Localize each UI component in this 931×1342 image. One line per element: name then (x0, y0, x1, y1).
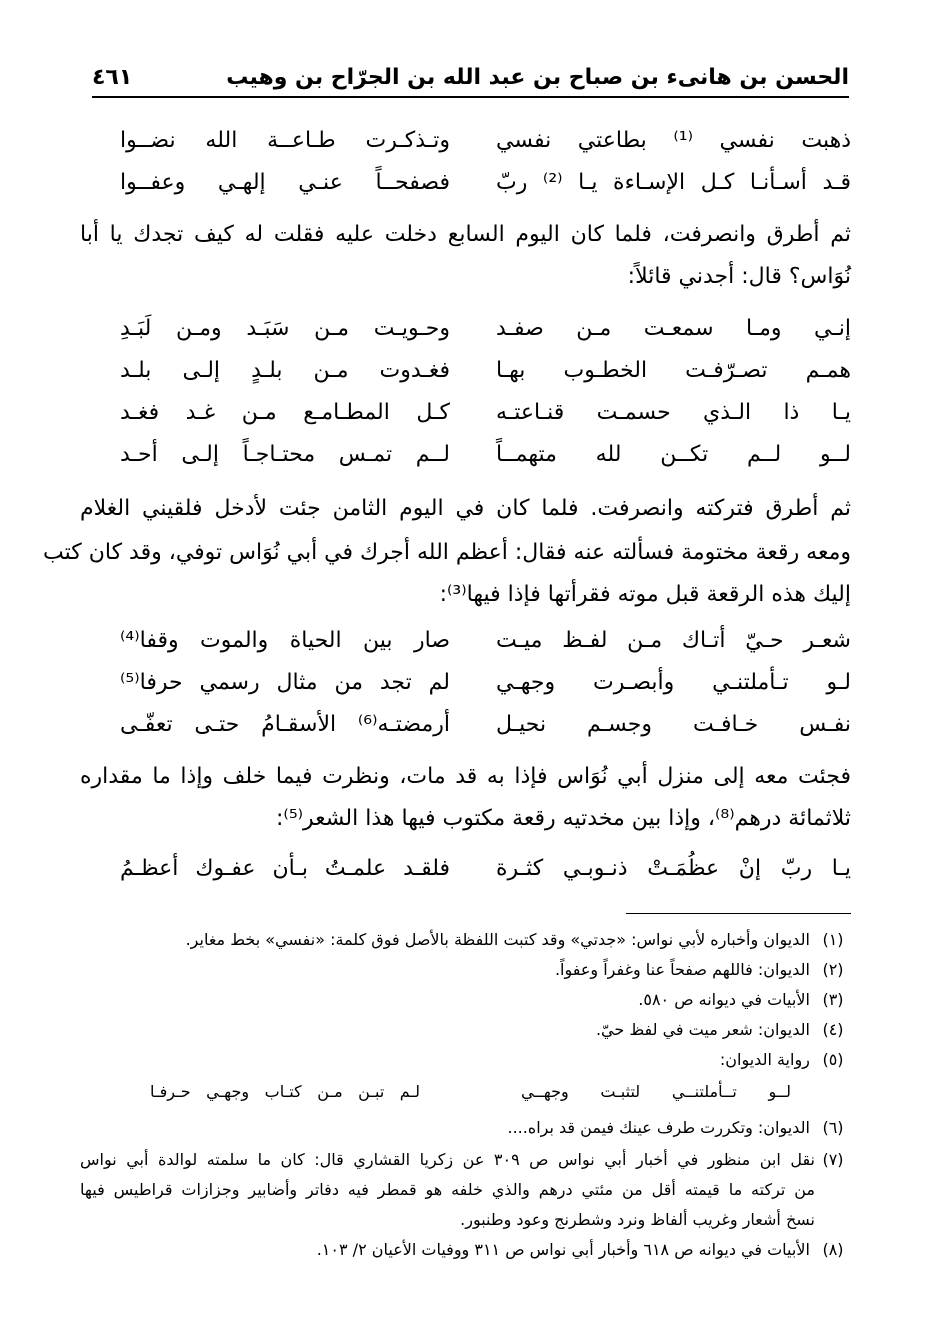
verse-hemistich: أرمضتـه⁽⁶⁾ الأسقـامُ حتـى تعفّـى (120, 712, 450, 737)
footnote-number: (٥) (822, 1050, 844, 1069)
footnote (80, 1050, 851, 1069)
footnote-number: (٣) (822, 990, 844, 1009)
verse-hemistich: فلقـد علمـتُ بـأن عفـوك أعظـمُ (120, 856, 450, 881)
verse-line (100, 628, 851, 668)
footnote-number: (١) (822, 930, 844, 949)
prose-line: نُوَاس؟ قال: أجدني قائلاً: (627, 264, 851, 289)
footnote-number: (٧) (822, 1150, 844, 1169)
verse-line (100, 316, 851, 356)
footnote-text: الديوان: شعر ميت في لفظ حيّ. (595, 1020, 810, 1039)
footnote (80, 1240, 851, 1259)
footnote-text: الديوان: فاللهم صفحاً عنا وغفراً وعفواً. (554, 960, 810, 979)
footnote-number: (٢) (822, 960, 844, 979)
verse-hemistich: لــو لــم تكــن لله متهمــاً (496, 442, 851, 467)
prose-line: فجئت معه إلى منزل أبي نُوَاس فإذا به قد مات، ونظرت فيما خلف وإذا ما مقداره (80, 764, 851, 789)
verse-line (100, 128, 851, 168)
footnote-text: الديوان وأخباره لأبي نواس: «جدتي» وقد كتبت اللفظة بالأصل فوق كلمة: «نفسي» بخط مغاير. (185, 930, 810, 949)
verse-hemistich: قـد أسـأنـا كـل الإسـاءة يـا ⁽²⁾ ربّ (496, 170, 852, 195)
footnote-text-line: من تركته ما قيمته أقل من مئتي درهم والذي خلفه هو قمطر فيه دفاتر وأضابير وجزازات قراطيس فيها (80, 1180, 815, 1199)
verse-hemistich: فصفحــاً عنـي إلهـي وعفــوا (120, 170, 450, 195)
verse-hemistich: لــم تمـس محتـاجـاً إلـى أحـد (120, 442, 450, 467)
verse-hemistich: همـم تصـرّفـت الخطـوب بهـا (496, 358, 851, 383)
verse-hemistich: لـو تـأملتنـي وأبصـرت وجهـي (496, 670, 851, 695)
verse-hemistich: كـل المطـامـع مـن غـد فغـد (120, 400, 450, 425)
verse-hemistich: شعـر حـيّ أتـاك مـن لفـظ ميـت (496, 628, 851, 653)
verse-hemistich: إنـي ومـا سمعـت مـن صفـد (496, 316, 851, 341)
verse-line (100, 400, 851, 440)
prose-line: ومعه رقعة مختومة فسألته عنه فقال: أعظم الله أجرك في أبي نُوَاس توفي، وقد كان كتب (43, 540, 851, 565)
verse-hemistich: لـم تبـن مـن كتـاب وجهـي حـرفـا (150, 1082, 420, 1101)
footnote-text: رواية الديوان: (719, 1050, 810, 1069)
verse-hemistich: ذهبت نفسي ⁽¹⁾ بطاعتي نفسي (496, 128, 851, 153)
verse-line (100, 442, 851, 482)
verse-line (100, 670, 851, 710)
page-number: ٤٦١ (92, 64, 133, 90)
verse-hemistich: يـا ربّ إنْ عظُمَـتْ ذنـوبـي كثـرة (496, 856, 851, 881)
footnote-number: (٦) (822, 1118, 844, 1137)
footnote (80, 1118, 851, 1137)
verse-hemistich: يـا ذا الـذي حسمـت قنـاعتـه (496, 400, 851, 425)
footnote-number: (٤) (822, 1020, 844, 1039)
verse-line (100, 712, 851, 752)
footnote-text: الأبيات في ديوانه ص ٥٨٠. (638, 990, 810, 1009)
footnote-separator (626, 913, 851, 914)
verse-hemistich: فغـدوت مـن بلـدٍ إلـى بلـد (120, 358, 450, 383)
verse-hemistich: لــو تــأملتنــي لتثبـت وجهــي (521, 1082, 791, 1101)
footnote (80, 990, 851, 1009)
prose-line: إليك هذه الرقعة قبل موته فقرأتها فإذا فيها⁽³⁾: (439, 582, 851, 607)
verse-hemistich: وتـذكـرت طـاعــة الله نضــوا (120, 128, 450, 153)
prose-line: ثلاثمائة درهم⁽⁸⁾، وإذا بين مخدتيه رقعة مكتوب فيها هذا الشعر⁽⁵⁾: (275, 806, 851, 831)
verse-hemistich: صار بين الحياة والموت وقفا⁽⁴⁾ (120, 628, 450, 653)
prose-line: ثم أطرق وانصرفت، فلما كان اليوم السابع دخلت عليه فقلت له كيف تجدك يا أبا (80, 222, 851, 247)
footnote (80, 930, 851, 949)
verse-hemistich: وحـويـت مـن سَبَـد ومـن لَبَـدِ (120, 316, 450, 341)
footnote-text: الأبيات في ديوانه ص ٦١٨ وأخبار أبي نواس ص ٣١١ ووفيات الأعيان ٢/ ١٠٣. (316, 1240, 810, 1259)
footnote (80, 960, 851, 979)
header-title: الحسن بن هانىء بن صباح بن عبد الله بن الجرّاح بن وهيب (226, 64, 849, 90)
footnote-text-line: نقل ابن منظور في أخبار أبي نواس ص ٣٠٩ عن زكريا القشاري قال: كان ما سلمته لوالدة أبي نواس (80, 1150, 815, 1169)
footnote-verse (150, 1082, 791, 1108)
verse-line (100, 170, 851, 210)
verse-hemistich: لم تجد من مثال رسمي حرفا⁽⁵⁾ (120, 670, 450, 695)
verse-hemistich: نفـس خـافـت وجسـم نحيـل (496, 712, 851, 737)
prose-line: ثم أطرق فتركته وانصرفت. فلما كان في اليوم الثامن جئت لأدخل فلقيني الغلام (80, 496, 851, 521)
footnote-text-line: نسخ أشعار وغريب ألفاظ ونرد وشطرنج وعود وطنبور. (460, 1210, 815, 1229)
footnote-number: (٨) (822, 1240, 844, 1259)
footnote (80, 1020, 851, 1039)
running-header (92, 58, 849, 98)
verse-line (100, 856, 851, 896)
footnote-text: الديوان: وتكررت طرف عينك فيمن قد براه.... (507, 1118, 810, 1137)
verse-line (100, 358, 851, 398)
